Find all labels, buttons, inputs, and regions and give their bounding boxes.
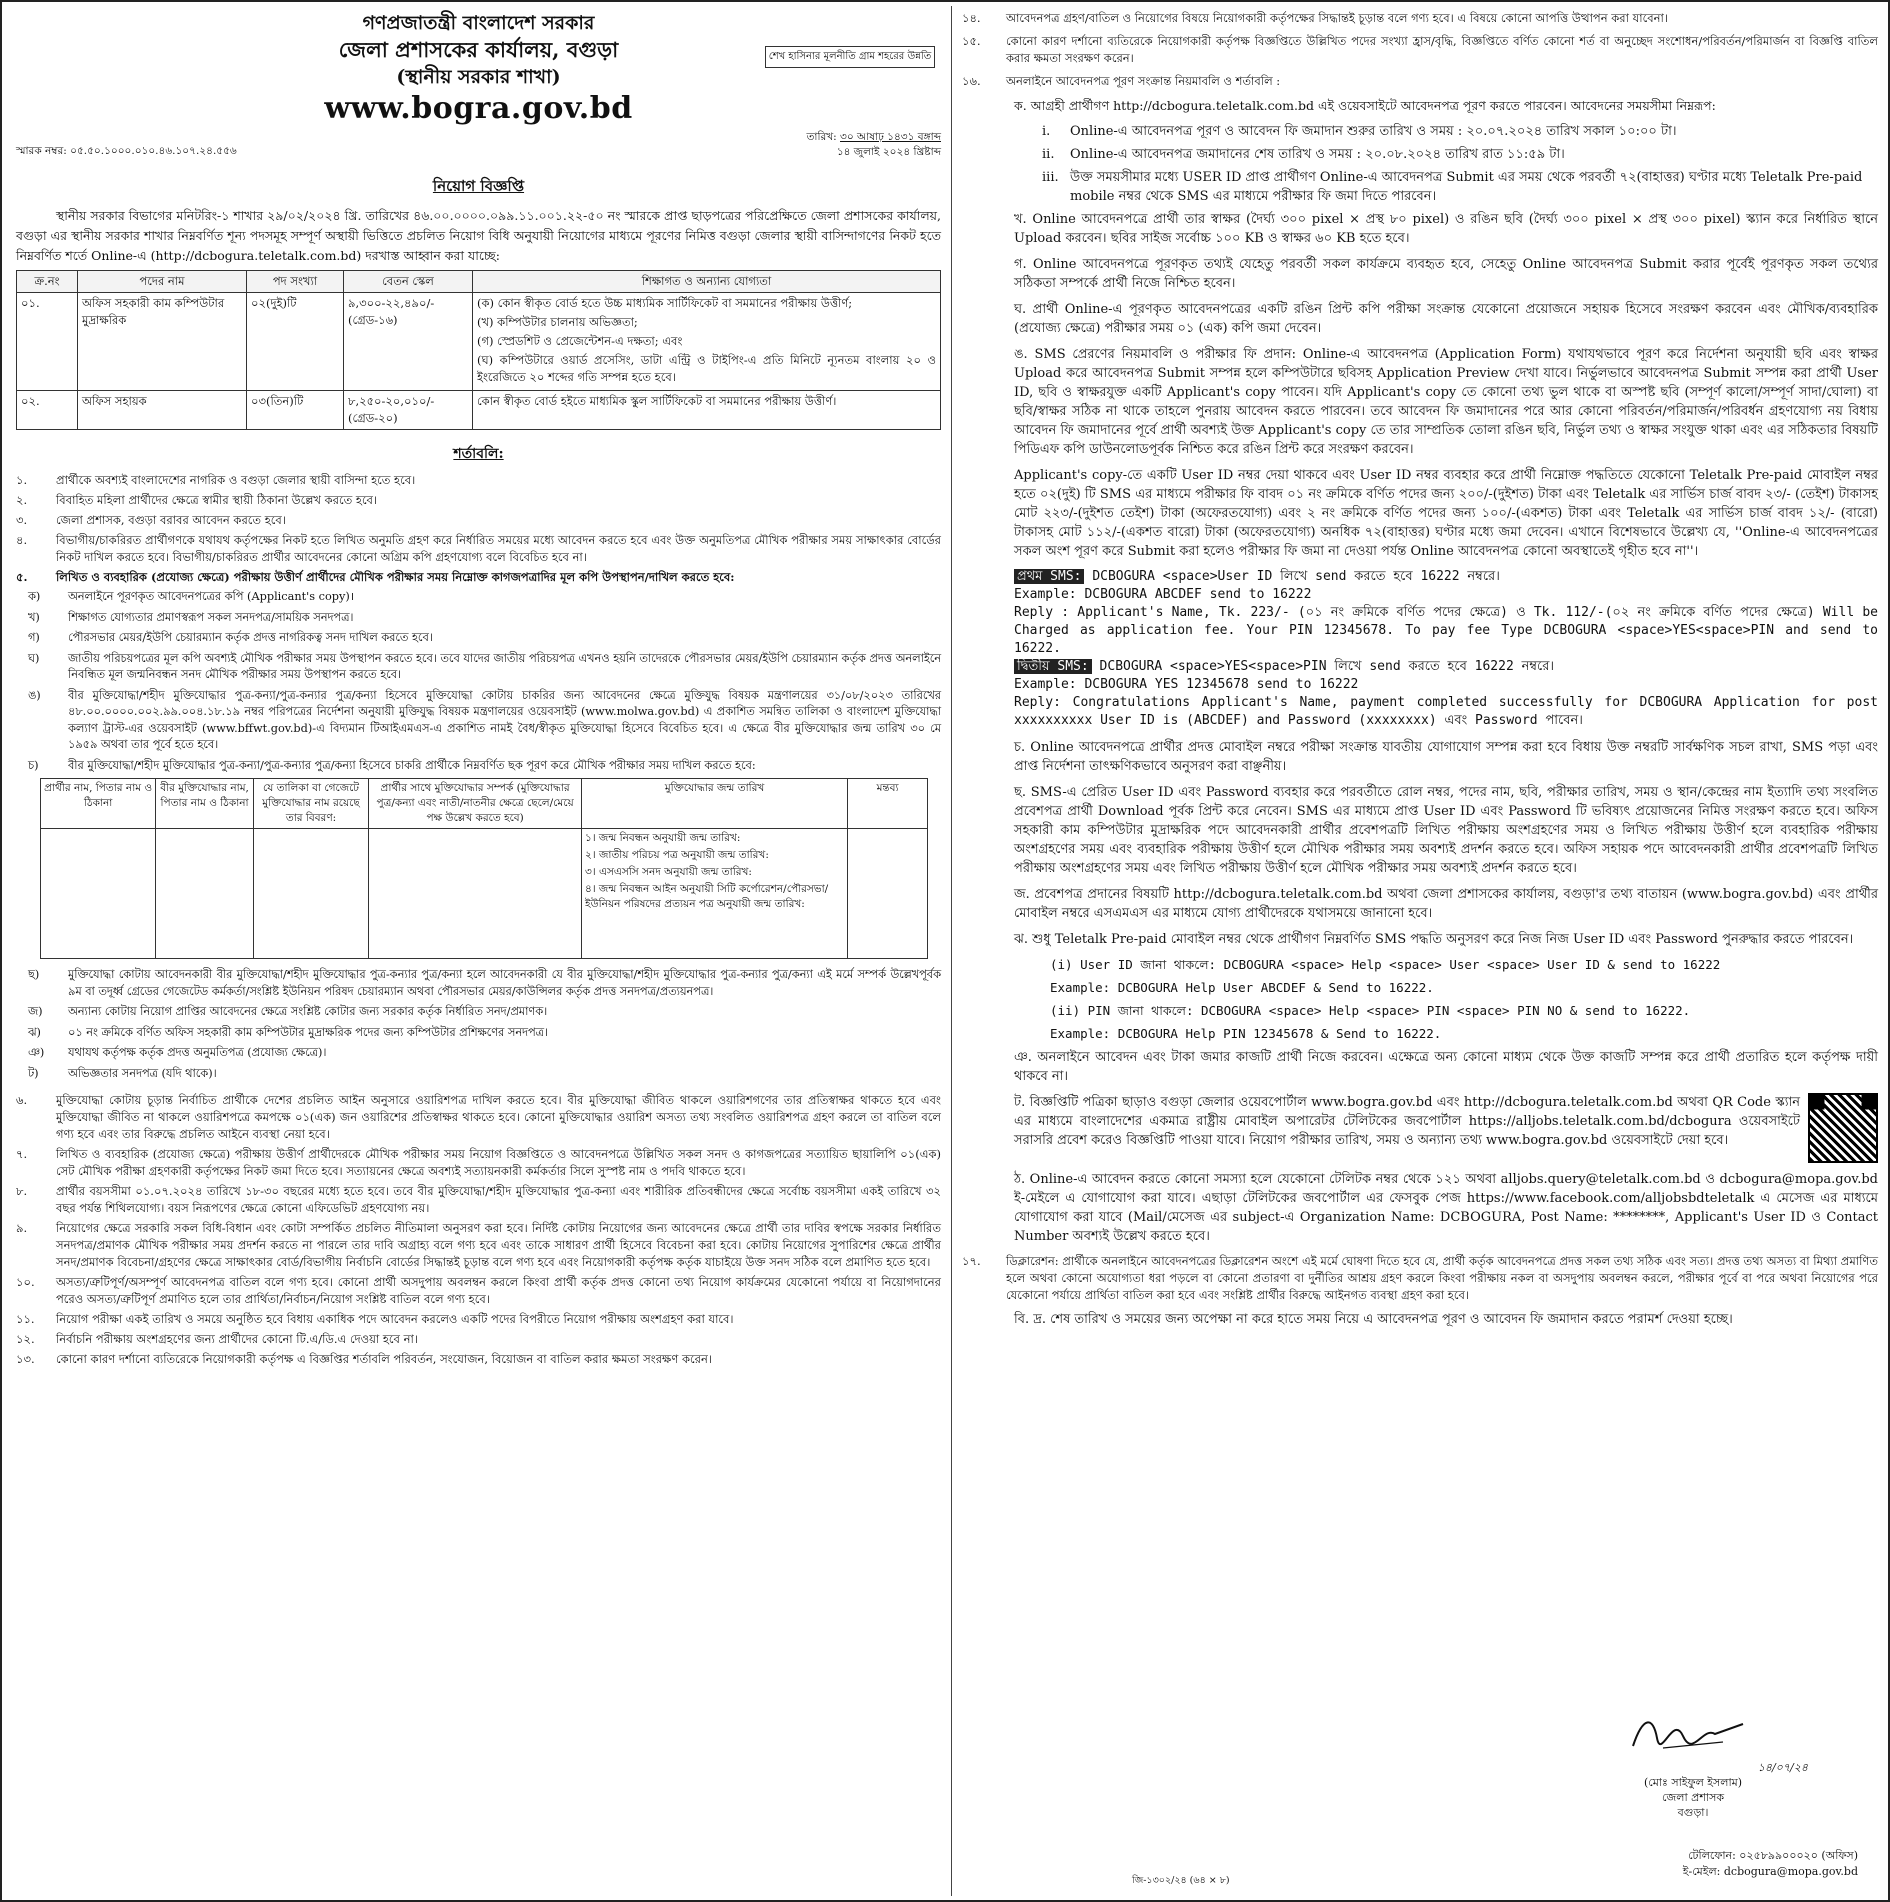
term-item [16, 1220, 941, 1271]
letterhead [16, 10, 941, 128]
notice-title: নিয়োগ বিজ্ঞপ্তি [432, 177, 525, 195]
clause-16-uma-fee: Applicant's copy-তে একটি User ID নম্বর দেয়া থাকবে এবং User ID নম্বর ব্যবহার করে প্রার্থী নিম্নোক্ত পদ্ধতিতে যেকোনো Teletalk Pre-paid মোবাইল নম্বর হতে ০২(দুই) টি SMS এর মাধ্যমে পরীক্ষার ফি বাবদ ০১ নং ক্রমিকে বর্ণিত পদের জন্য ২০০/-(দুইশত) টাকা এবং Teletalk এর সার্ভিস চার্জ বাবদ ২৩/- (তেইশ) টাকাসহ মোট ২২৩/-(দুইশত তেইশ) টাকা (অফেরতযোগ্য) এবং ২ নং ক্রমিকে বর্ণিত পদের জন্য ১০০/-(একশত) টাকা এবং Teletalk এর সার্ভিস চার্জ বাবদ ১২/- (বারো) টাকাসহ মোট ১১২/-(একশত বারো) টাকা (অফেরতযোগ্য) অনধিক ৭২(বাহাত্তর) ঘণ্টার মধ্যে জমা দেবেন। এখানে বিশেষভাবে উল্লেখ্য যে, ''Online-এ আবেদনপত্রের সকল অংশ পূরণ করে Submit করা হলেও পরীক্ষার ফি জমা না দেওয়া পর্যন্ত Online আবেদনপত্র কোনো অবস্থাতেই গৃহীত হবে না''। [1014, 468, 1878, 559]
dob-item: ৩। এসএসসি সনদ অনুযায়ী জন্ম তারিখ: [585, 866, 752, 878]
ff-cell [369, 829, 582, 959]
post-name: অফিস সহকারী কাম কম্পিউটার মুদ্রাক্ষরিক [78, 293, 247, 391]
clause-text: অসত্য/ত্রুটিপূর্ণ/অসম্পূর্ণ আবেদনপত্র বাতিল বলে গণ্য হবে। কোনো প্রার্থী অসদুপায় অবলম্বন করলে কিংবা প্রার্থী কর্তৃক প্রদত্ত কোনো তথ্য নিয়োগ কার্যক্রমের যেকোনো পর্যায়ে বা নিয়োগদানের পরেও অসত্য/ত্রুটিপূর্ণ প্রমাণিত হলে তার প্রার্থিতা/নির্বাচন/নিয়োগ সংশ্লিষ্ট বাতিল বলে গণ্য হবে। [56, 1275, 941, 1306]
clause-text: অনলাইনে পূরণকৃত আবেদনপত্রের কপি (Applicant's copy)। [68, 590, 355, 603]
term-item [962, 33, 1878, 67]
clause-16-tha: ঠ. Online-এ আবেদন করতে কোনো সমস্যা হলে যেকোনো টেলিটক নম্বর থেকে ১২১ অথবা alljobs.query@teletalk.com.bd ও dcbogura@mopa.gov.bd ই-মেইলে এ যোগাযোগ করা যাবে। এছাড়া টেলিটকের জবপোর্টাল এর ফেসবুক পেজ https://www.facebook.com/alljobsbdteletalk এ মেসেজ এর মাধ্যমে যোগাযোগ করা যাবে (Mail/মেসেজ এর subject-এ Organization Name: DCBOGURA, Post Name: ********, Applicant's User ID ও Contact Number অবশ্যই উল্লেখ করতে হবে। [1014, 1172, 1878, 1244]
sms-second-text: DCBOGURA <space>YES<space>PIN লিখে send করতে হবে 16222 নম্বরে। [1099, 659, 1555, 674]
print-code: জি-১৩০২/২৪ (৬৪ × ৮) [1132, 1875, 1230, 1886]
clause-number: ১২. [16, 1332, 35, 1346]
clause-text: বিবাহিত মহিলা প্রার্থীদের ক্ষেত্রে স্বামীর স্থায়ী ঠিকানা উল্লেখ করতে হবে। [56, 493, 378, 507]
term-subitem [28, 1045, 941, 1062]
ff-cell [253, 829, 368, 959]
clause-text: Online-এ আবেদনপত্র জমাদানের শেষ তারিখ ও সময় : ২০.০৮.২০২৪ তারিখ রাত ১১:৫৯ টা। [1070, 147, 1565, 162]
qualification-item: (ক) কোন স্বীকৃত বোর্ড হতে উচ্চ মাধ্যমিক সার্টিফিকেট বা সমমানের পরীক্ষায় উত্তীর্ণ; [477, 296, 853, 310]
term-subitem [28, 610, 941, 627]
term5-sublist-2 [16, 967, 941, 1082]
term-item [16, 1183, 941, 1217]
table-row [17, 293, 941, 391]
col-post-count: পদ সংখ্যা [247, 271, 344, 293]
contact-block [1683, 1848, 1858, 1880]
clause-text: নির্বাচনি পরীক্ষায় অংশগ্রহণের জন্য প্রার্থীদের কোনো টি.এ/ডি.এ দেওয়া হবে না। [56, 1332, 418, 1346]
term-item [962, 10, 1878, 27]
clause-number: ৩. [16, 513, 28, 527]
clause-number: ক) [28, 590, 41, 603]
clause-number: ঙ) [28, 688, 41, 702]
sms-first-reply: Reply : Applicant's Name, Tk. 223/- (০১ নং ক্রমিকে বর্ণিত পদের ক্ষেত্রে) ও Tk. 112/-(০২ নং ক্রমিকে বর্ণিত পদের ক্ষেত্রে) Will be Charged as application fee. Your PIN 12345678. To pay fee Type DCBOGURA <space>YES<space>PIN and send to 16222. [1014, 605, 1878, 656]
qr-code-icon [1808, 1093, 1878, 1163]
term-item [16, 1331, 941, 1348]
signatory-designation: জেলা প্রশাসক [1661, 1791, 1725, 1804]
clause-number: খ) [28, 610, 40, 624]
date-label: তারিখ: [806, 131, 837, 143]
clause-text: বীর মুক্তিযোদ্ধা/শহীদ মুক্তিযোদ্ধার পুত্র-কন্যা/পুত্র-কন্যার পুত্র/কন্যা হিসেবে চাকরি প্রার্থীকে নিম্নবর্ণিত ছক পূরণ করে মৌখিক পরীক্ষার সময় দাখিল করতে হবে: [68, 758, 756, 772]
term-item [16, 492, 941, 509]
deadline-item [1042, 145, 1878, 164]
sms-second-reply: Reply: Congratulations Applicant's Name, payment completed successfully for DCBOGURA Application for post xxxxxxxxxx User ID is (ABCDEF) and Password (xxxxxxxx) এবং Password পাবেন। [1014, 695, 1878, 728]
clause-number: ১১. [16, 1312, 35, 1326]
clause-number: ঝ) [28, 1025, 41, 1039]
clause-text: নিয়োগের ক্ষেত্রে সরকারি সকল বিধি-বিধান এবং কোটা সম্পর্কিত প্রচলিত নীতিমালা অনুসরণ করা হবে। নির্দিষ্ট কোটায় নিয়োগের জন্য আবেদনের ক্ষেত্রে প্রার্থী তার দাবির স্বপক্ষে সরকার নির্ধারিত সনদপত্র/প্রমাণক মৌখিক পরীক্ষার সময় প্রদর্শন করতে না পারলে তার দাবি অগ্রাহ্য বলে গণ্য হবে এবং তাকে সাধারণ প্রার্থী হিসেবে বিবেচনা করা হবে। কোটায় নিয়োগের সুপারিশের ক্ষেত্রে প্রার্থীর সনদ/প্রমাণক বিবেচনা/গ্রহণের ক্ষেত্রে সাক্ষাৎকার বোর্ড/বিভাগীয় নির্বাচনি বোর্ডের সিদ্ধান্তই চূড়ান্ত বলে গণ্য হবে এবং নিয়োগকারী কর্তৃপক্ষ কর্তৃক যাচাইয়ে উক্ত সনদ সঠিক বলে প্রমাণিত হতে হবে। [56, 1221, 941, 1269]
memo-number: স্মারক নম্বর: ০৫.৫০.১০০০.০১০.৪৬.১০৭.২৪.৫৫৬ [16, 145, 237, 157]
clause-16-jha: ঝ. শুধু Teletalk Pre-paid মোবাইল নম্বর থেকে প্রার্থীগণ নিম্নবর্ণিত SMS পদ্ধতি অনুসরণ করে নিজ নিজ User ID এবং Password পুনরুদ্ধার করতে পারবেন। [1014, 932, 1854, 947]
clause-text: প্রার্থীকে অবশ্যই বাংলাদেশের নাগরিক ও বগুড়া জেলার স্থায়ী বাসিন্দা হতে হবে। [56, 473, 416, 487]
signatory-name: (মোঃ সাইফুল ইসলাম) [1643, 1776, 1743, 1789]
ff-cell [848, 829, 928, 959]
term-item [16, 1274, 941, 1308]
clause-text: বিভাগীয়/চাকরিরত প্রার্থীগণকে যথাযথ কর্তৃপক্ষের নিকট হতে লিখিত অনুমতি গ্রহণ করে নির্ধারিত সময়ের মধ্যে আবেদন করতে হবে এবং উক্ত অনুমতিপত্র মৌখিক পরীক্ষার সময় সাক্ষাৎকার বোর্ডের নিকট দাখিল করতে হবে। বিভাগীয়/চাকরিরত প্রার্থীর আবেদনের কোনো অগ্রিম কপি গ্রহণযোগ্য বলে বিবেচিত হবে না। [56, 533, 941, 564]
sms-second-example: Example: DCBOGURA YES 12345678 send to 16222 [1014, 677, 1359, 692]
left-column [16, 10, 941, 1371]
post-count: ০২(দুই)টি [247, 293, 344, 391]
clause-text: অন্যান্য কোটায় নিয়োগ প্রাপ্তির আবেদনের ক্ষেত্রে সংশ্লিষ্ট কোটার জন্য সরকার কর্তৃক নির্ধারিত সনদ/প্রমাণক। [68, 1005, 548, 1018]
signature-date: ১৪/০৭/২৪ [1757, 1761, 1808, 1774]
term-subitem [28, 1025, 941, 1042]
clause-16-nya: ঞ. অনলাইনে আবেদন এবং টাকা জমার কাজটি প্রার্থী নিজে করবেন। এক্ষেত্রে অন্য কোনো মাধ্যম থেকে উক্ত কাজটি সম্পন্ন করে প্রার্থী প্রতারিত হলে কর্তৃপক্ষ দায়ী থাকবে না। [1014, 1050, 1878, 1084]
clause-number: ৯. [16, 1221, 28, 1235]
dob-item: ৪। জন্ম নিবন্ধন আইন অনুযায়ী সিটি কর্পোরেশন/পৌরসভা/ইউনিয়ন পরিষদের প্রত্যয়ন পত্র অনুযায়ী জন্ম তারিখ: [585, 883, 829, 910]
qualification-item: কোন স্বীকৃত বোর্ড হইতে মাধ্যমিক স্কুল সার্টিফিকেট বা সমমানের পরীক্ষায় উত্তীর্ণ। [477, 394, 837, 408]
clause-text: প্রার্থীর বয়সসীমা ০১.০৭.২০২৪ তারিখে ১৮-৩০ বছরের মধ্যে হতে হবে। তবে বীর মুক্তিযোদ্ধা/শহীদ মুক্তিযোদ্ধার পুত্র-কন্যা এবং শারীরিক প্রতিবন্ধীদের ক্ষেত্রে সর্বোচ্চ বয়সসীমা একই তারিখে ৩২ বছর পর্যন্ত শিথিলযোগ্য। বয়স নিরূপণের ক্ষেত্রে কোনো এফিডেভিট গ্রহণযোগ্য নয়। [56, 1184, 941, 1215]
clause-number: ঘ) [28, 651, 40, 665]
ff-cell [156, 829, 254, 959]
col-pay-scale: বেতন স্কেল [344, 271, 473, 293]
clause-text: নিয়োগ পরীক্ষা একই তারিখ ও সময়ে অনুষ্ঠিত হবে বিধায় একাধিক পদে আবেদন করলেও একটি পদের বিপরীতে নিয়োগ পরীক্ষায় অংশগ্রহণ করা যাবে। [56, 1312, 734, 1326]
date-english: ১৪ জুলাই ২০২৪ খ্রিষ্টাব্দ [836, 146, 941, 158]
clause-text: জাতীয় পরিচয়পত্রের মূল কপি অবশ্যই মৌখিক পরীক্ষার সময় উপস্থাপন করতে হবে। তবে যাদের জাতীয় পরিচয়পত্র এখনও হয়নি তাদেরকে পৌরসভার মেয়র/ইউপি চেয়ারম্যান কর্তৃক প্রদত্ত অনলাইনে নিবন্ধিত মূল জন্মনিবন্ধন সনদ মৌখিক পরীক্ষার সময় উপস্থাপন করতে হবে। [68, 651, 941, 681]
clause-16-kha: খ. Online আবেদনপত্রে প্রার্থী তার স্বাক্ষর (দৈর্ঘ্য ৩০০ pixel × প্রস্থ ৮০ pixel) ও রঙিন ছবি (দৈর্ঘ্য ৩০০ pixel × প্রস্থ ৩০০ pixel) স্ক্যান করে নির্ধারিত স্থানে Upload করবেন। ছবির সাইজ সর্বোচ্চ ১০০ KB ও স্বাক্ষর ৬০ KB হতে হবে। [1014, 212, 1878, 246]
term5-sublist [16, 589, 941, 774]
deadline-item [1042, 168, 1878, 206]
clause-16-ja: জ. প্রবেশপত্র প্রদানের বিষয়টি http://dcbogura.teletalk.com.bd অথবা জেলা প্রশাসকের কার্যালয়, বগুড়া'র তথ্য বাতায়ন (www.bogra.gov.bd) এবং প্রার্থীর মোবাইল নম্বরে এসএমএস এর মাধ্যমে যোগ্য প্রার্থীদেরকে যথাসময়ে জানানো হবে। [1014, 887, 1878, 921]
clause-16-ka: ক. আগ্রহী প্রার্থীগণ http://dcbogura.teletalk.com.bd এই ওয়েবসাইটে আবেদনপত্র পূরণ করতে পারবেন। আবেদনের সময়সীমা নিম্নরূপ: [1014, 98, 1716, 113]
clause-number: ২. [16, 493, 28, 507]
ff-table-row [41, 829, 928, 959]
term-item [16, 512, 941, 529]
office-email: ই-মেইল: dcbogura@mopa.gov.bd [1682, 1865, 1858, 1878]
dob-item: ২। জাতীয় পরিচয় পত্র অনুযায়ী জন্ম তারিখ: [585, 849, 769, 861]
office-phone: টেলিফোন: ০২৫৮৯৯০০০২০ (অফিস) [1688, 1849, 1858, 1862]
clause-16-chha: ছ. SMS-এ প্রেরিত User ID এবং Password ব্যবহার করে পরবর্তীতে রোল নম্বর, পদের নাম, ছবি, পরীক্ষার তারিখ, সময় ও স্থান/কেন্দ্রের নাম ইত্যাদি তথ্য সংবলিত প্রবেশপত্র প্রার্থী Download পূর্বক প্রিন্ট করে নেবেন। SMS এর মাধ্যমে প্রাপ্ত User ID এবং Password টি ভবিষ্যৎ প্রয়োজনের নিমিত্ত সংরক্ষণ করতে হবে। অফিস সহকারী কাম কম্পিউটার মুদ্রাক্ষরিক পদে আবেদনকারী প্রার্থীর প্রবেশপত্রটি লিখিত পরীক্ষায় অংশগ্রহণের সময় ও লিখিত পরীক্ষায় উত্তীর্ণ হলে ব্যবহারিক পরীক্ষায় অংশগ্রহণের সময় এবং ব্যবহারিক পরীক্ষায় উত্তীর্ণ হলে মৌখিক পরীক্ষার সময় অবশ্যই প্রদর্শন করতে হবে। অফিস সহায়ক পদে আবেদনকারী প্রার্থীর প্রবেশপত্রটি লিখিত পরীক্ষায় অংশগ্রহণের সময় এবং লিখিত পরীক্ষায় উত্তীর্ণ হলে মৌখিক পরীক্ষার সময় অবশ্যই প্রদর্শন করতে হবে। [1014, 785, 1878, 876]
clause-number: ৬. [16, 1093, 28, 1107]
right-column [962, 10, 1878, 1336]
term-subitem [28, 630, 941, 647]
freedom-fighter-table [40, 778, 928, 959]
post-scale: ৮,২৫০-২০,০১০/- (গ্রেড-২০) [344, 391, 473, 430]
clause-number: ১৭. [962, 1254, 981, 1268]
clause-number: ৫. [16, 570, 28, 584]
motto-box: শেখ হাসিনার মূলনীতি গ্রাম শহরের উন্নতি [765, 46, 935, 68]
terms-list-b [16, 1092, 941, 1368]
ff-col-fighter: বীর মুক্তিযোদ্ধার নাম, পিতার নাম ও ঠিকানা [156, 779, 254, 829]
clause-number: iii. [1042, 170, 1059, 185]
clause-number: ট) [28, 1066, 39, 1080]
sms-first-text: DCBOGURA <space>User ID লিখে send করতে হবে 16222 নম্বরে। [1092, 569, 1500, 584]
memo-row [16, 130, 941, 161]
post-qualifications [473, 293, 941, 391]
sms-first [1014, 568, 1878, 658]
clause-text: উক্ত সময়সীমার মধ্যে USER ID প্রাপ্ত প্রার্থীগণ Online-এ আবেদনপত্র Submit এর সময় থেকে পরবর্তী ৭২(বাহাত্তর) ঘণ্টার মধ্যে Teletalk Pre-paid mobile নম্বর থেকে SMS এর মাধ্যমে পরীক্ষার ফি জমা দিতে পারবেন। [1070, 170, 1863, 204]
post-qualifications [473, 391, 941, 430]
table-row [17, 391, 941, 430]
clause-text: কোনো কারণ দর্শানো ব্যতিরেকে নিয়োগকারী কর্তৃপক্ষ বিজ্ঞপ্তিতে উল্লিখিত পদের সংখ্যা হ্রাস/বৃদ্ধি, বিজ্ঞপ্তিতে বর্ণিত কোনো শর্ত বা অনুচ্ছেদ সংশোধন/পরিবর্তন/পরিমার্জন বা বিজ্ঞপ্তি বাতিল করার ক্ষমতা সংরক্ষণ করেন। [1006, 34, 1878, 65]
dob-item: ১। জন্ম নিবন্ধন অনুযায়ী জন্ম তারিখ: [585, 832, 741, 844]
clause-number: ১৫. [962, 34, 981, 48]
term-item [16, 472, 941, 489]
govt-title: গণপ্রজাতন্ত্রী বাংলাদেশ সরকার [362, 12, 595, 34]
term-item [16, 1351, 941, 1368]
clause-number: ১৬. [962, 74, 981, 88]
sms-second [1014, 658, 1878, 730]
intro-paragraph: স্থানীয় সরকার বিভাগের মনিটরিং-১ শাখার ২৯/০২/২০২৪ খ্রি. তারিখের ৪৬.০০.০০০০.০৯৯.১১.০০১.২২-৫০ নং স্মারকে প্রাপ্ত ছাড়পত্রের পরিপ্রেক্ষিতে জেলা প্রশাসকের কার্যালয়, বগুড়া এর স্থানীয় সরকার শাখার নিম্নবর্ণিত শূন্য পদসমূহ সম্পূর্ণ অস্থায়ী ভিত্তিতে প্রচলিত নিয়োগ বিধি অনুযায়ী নিয়োগের মাধ্যমে পূরণের নিমিত্ত বগুড়া জেলার স্থায়ী বাসিন্দাগণের নিকট হতে নিম্নবর্ণিত শর্তে Online-এ (http://dcbogura.teletalk.com.bd) দরখাস্ত আহ্বান করা যাচ্ছে: [16, 208, 941, 263]
clause-17 [962, 1253, 1878, 1304]
clause-number: ছ) [28, 968, 40, 981]
col-post-name: পদের নাম [78, 271, 247, 293]
terms-list-c [962, 10, 1878, 90]
sms-first-example: Example: DCBOGURA ABCDEF send to 16222 [1014, 587, 1312, 602]
clause-number: i. [1042, 124, 1051, 139]
clause-16-ga: গ. Online আবেদনপত্রে পূরণকৃত তথ্যই যেহেতু পরবর্তী সকল কার্যক্রমে ব্যবহৃত হবে, সেহেতু Online আবেদনপত্র Submit করার পূর্বেই পূরণকৃত সকল তথ্যের সঠিকতা সম্পর্কে প্রার্থী নিজে নিশ্চিত হবেন। [1014, 257, 1878, 291]
clause-number: ৮. [16, 1184, 28, 1198]
clause-16-ta: ট. বিজ্ঞপ্তিটি পত্রিকা ছাড়াও বগুড়া জেলার ওয়েবপোর্টাল www.bogra.gov.bd এবং http://dcbogura.teletalk.com.bd অথবা QR Code স্ক্যান এর মাধ্যমে বাংলাদেশের একমাত্র রাষ্ট্রীয় মোবাইল অপারেটর টেলিটকের জবপোর্টাল https://alljobs.teletalk.com.bd/dcbogura ওয়েবসাইটে সরাসরি প্রবেশ করেও বিজ্ঞপ্তিটি পাওয়া যাবে। নিয়োগ পরীক্ষার তারিখ, সময় ও অন্যান্য তথ্য www.bogra.gov.bd ওয়েবসাইটে দেয়া হবে। [1014, 1093, 1878, 1163]
recover-pin-example: Example: DCBOGURA Help PIN 12345678 & Send to 16222. [1050, 1026, 1442, 1041]
website: www.bogra.gov.bd [324, 91, 633, 126]
post-name: অফিস সহায়ক [78, 391, 247, 430]
term-subitem [28, 1066, 941, 1083]
term-subitem [28, 758, 941, 775]
post-serial: ০১. [17, 293, 78, 391]
ff-col-relation: প্রার্থীর সাথে মুক্তিযোদ্ধার সম্পর্ক (মুক্তিযোদ্ধার পুত্র/কন্যা এবং নাতী/নাতনীর ক্ষেত্রে ছেলে/মেয়ে পক্ষ উল্লেখ করতে হবে) [369, 779, 582, 829]
branch-title: (স্থানীয় সরকার শাখা) [396, 66, 561, 88]
clause-16-uma: ঙ. SMS প্রেরণের নিয়মাবলি ও পরীক্ষার ফি প্রদান: Online-এ আবেদনপত্র (Application Form) যথাযথভাবে পূরণ করে নির্দেশনা অনুযায়ী ছবি এবং স্বাক্ষর Upload করে আবেদনপত্র Submit সম্পন্ন হলে কম্পিউটারে ছবিসহ Application Preview দেখা যাবে। নির্ভুলভাবে আবেদনপত্র Submit সম্পন্ন করা প্রার্থী User ID, ছবি ও স্বাক্ষরযুক্ত একটি Applicant's copy পাবেন। যদি Applicant's copy তে কোনো তথ্য ভুল থাকে বা অস্পষ্ট ছবি (সম্পূর্ণ কালো/সম্পূর্ণ সাদা/ঘোলা) বা ছবি/স্বাক্ষর সঠিক না থাকে তাহলে পুনরায় আবেদন করতে পারবেন। তবে আবেদন ফি জমাদানের পরে আর কোনো পরিবর্তন/পরিমার্জন/পরিবর্ধন গ্রহণযোগ্য নয় বিধায় আবেদন ফি জমাদানের পূর্বে প্রার্থী অবশ্যই উক্ত Applicant's copy তে তার সাম্প্রতিক তোলা রঙিন ছবি, নির্ভুল তথ্য ও স্বাক্ষর সংযুক্ত থাকা এবং এর সঠিকতার বিষয়টি পিডিএফ কপি ডাউনলোডপূর্বক নিশ্চিত করে রঙিন প্রিন্ট করে সংরক্ষণ করবেন। [1014, 347, 1878, 457]
date-block [807, 130, 941, 161]
clause-text: কোনো কারণ দর্শানো ব্যতিরেকে নিয়োগকারী কর্তৃপক্ষ এ বিজ্ঞপ্তির শর্তাবলি পরিবর্তন, সংযোজন, বিয়োজন বা বাতিল করার ক্ষমতা সংরক্ষণ করেন। [56, 1352, 712, 1366]
term-subitem [28, 1004, 941, 1021]
clause-text: যথাযথ কর্তৃপক্ষ কর্তৃক প্রদত্ত অনুমতিপত্র (প্রযোজ্য ক্ষেত্রে)। [68, 1046, 327, 1059]
terms-title: শর্তাবলি: [453, 446, 504, 462]
sms-second-tag: দ্বিতীয় SMS: [1014, 659, 1092, 674]
deadline-item [1042, 122, 1878, 141]
term-subitem [28, 651, 941, 684]
clause-text: জেলা প্রশাসক, বগুড়া বরাবর আবেদন করতে হবে। [56, 513, 286, 527]
post-serial: ০২. [17, 391, 78, 430]
signature-mark [1623, 1706, 1763, 1754]
term-item [962, 73, 1878, 90]
qualification-item: (ঘ) কম্পিউটারে ওয়ার্ড প্রসেসিং, ডাটা এন্ট্রি ও টাইপিং-এ প্রতি মিনিটে ন্যূনতম বাংলায় ২০ ও ইংরেজিতে ২০ শব্দের গতি সম্পন্ন হতে হবে। [477, 353, 936, 384]
clause-number: ১৩. [16, 1352, 35, 1366]
clause-text: আবেদনপত্র গ্রহণ/বাতিল ও নিয়োগের বিষয়ে নিয়োগকারী কর্তৃপক্ষের সিদ্ধান্তই চূড়ান্ত বলে গণ্য হবে। এ বিষয়ে কোনো আপত্তি উত্থাপন করা যাবেনা। [1006, 11, 1668, 25]
clause-16-gha: ঘ. প্রার্থী Online-এ পূরণকৃত আবেদনপত্রের একটি রঙিন প্রিন্ট কপি পরীক্ষা সংক্রান্ত যেকোনো প্রয়োজনে সহায়ক হিসেবে সংরক্ষণ করবেন এবং মৌখিক/ব্যবহারিক (প্রযোজ্য ক্ষেত্রে) পরীক্ষার সময় ০১ (এক) কপি জমা দেবেন। [1014, 302, 1878, 336]
clause-text: Online-এ আবেদনপত্র পূরণ ও আবেদন ফি জমাদান শুরুর তারিখ ও সময় : ২০.০৭.২০২৪ তারিখ সকাল ১০:০০ টা। [1070, 124, 1677, 139]
column-divider [951, 6, 952, 1896]
term-subitem [28, 967, 941, 1000]
term-subitem [28, 589, 941, 606]
col-serial: ক্র.নং [17, 271, 78, 293]
clause-number: ১০. [16, 1275, 35, 1289]
clause-16-cha: চ. Online আবেদনপত্রে প্রার্থীর প্রদত্ত মোবাইল নম্বরে পরীক্ষা সংক্রান্ত যাবতীয় যোগাযোগ সম্পন্ন করা হবে বিধায় উক্ত নম্বরটি সার্বক্ষণিক সচল রাখা, SMS পড়া এবং প্রাপ্ত নির্দেশনা তাৎক্ষণিকভাবে অনুসরণ করা বাঞ্ছনীয়। [1014, 740, 1878, 774]
recover-pin: (ii) PIN জানা থাকলে: DCBOGURA <space> Help <space> PIN <space> PIN NO & send to 16222. [1050, 1003, 1691, 1018]
recover-user-id-example: Example: DCBOGURA Help User ABCDEF & Send to 16222. [1050, 980, 1434, 995]
posts-table [16, 270, 941, 430]
clause-text: অনলাইনে আবেদনপত্র পূরণ সংক্রান্ত নিয়মাবলি ও শর্তাবলি : [1006, 74, 1281, 88]
clause-number: ঞ) [28, 1046, 45, 1059]
office-title: জেলা প্রশাসকের কার্যালয়, বগুড়া [338, 37, 619, 62]
term-item [16, 532, 941, 566]
ff-cell [41, 829, 156, 959]
clause-text: অভিজ্ঞতার সনদপত্র (যদি থাকে)। [68, 1066, 217, 1080]
recover-user-id: (i) User ID জানা থাকলে: DCBOGURA <space> Help <space> User <space> User ID & send to 16222 [1050, 957, 1721, 972]
ff-col-remarks: মন্তব্য [848, 779, 928, 829]
terms-list-a [16, 472, 941, 586]
clause-text: ডিক্লারেশন: প্রার্থীকে অনলাইনে আবেদনপত্রের ডিক্লারেশন অংশে এই মর্মে ঘোষণা দিতে হবে যে, প্রার্থী কর্তৃক আবেদনপত্রে প্রদত্ত সকল তথ্য সঠিক এবং সত্য। প্রদত্ত তথ্য অসত্য বা মিথ্যা প্রমাণিত হলে অথবা কোনো অযোগ্যতা ধরা পড়লে বা কোনো প্রতারণা বা দুর্নীতির আশ্রয় গ্রহণ করলে কিংবা পরীক্ষায় নকল বা অসদুপায় অবলম্বন করলে, পরীক্ষার পূর্বে বা পরে অথবা নিয়োগের পরে যেকোনো পর্যায়ে প্রার্থিতা বাতিল করা হবে এবং সংশ্লিষ্ট প্রার্থীর বিরুদ্ধে আইনগত ব্যবস্থা গ্রহণ করা হবে। [1006, 1254, 1878, 1302]
term-item [16, 1092, 941, 1143]
ff-table-header [41, 779, 928, 829]
signatory-district: বগুড়া। [1677, 1806, 1709, 1819]
qualification-item: (খ) কম্পিউটার চালনায় অভিজ্ঞতা; [477, 315, 638, 329]
nota-bene: বি. দ্র. শেষ তারিখ ও সময়ের জন্য অপেক্ষা না করে হাতে সময় নিয়ে এ আবেদনপত্র পূরণ ও আবেদন ফি জমাদান করতে পরামর্শ দেওয়া হচ্ছে। [1014, 1312, 1733, 1327]
term-subitem [28, 688, 941, 754]
clause-number: ৭. [16, 1147, 28, 1161]
clause-text: শিক্ষাগত যোগ্যতার প্রমাণস্বরূপ সকল সনদপত্র/সাময়িক সনদপত্র। [68, 610, 354, 624]
sms-first-tag: প্রথম SMS: [1014, 569, 1084, 584]
clause-text: ০১ নং ক্রমিকে বর্ণিত অফিস সহকারী কাম কম্পিউটার মুদ্রাক্ষরিক পদের জন্য কম্পিউটার প্রশিক্ষণের সনদপত্র। [68, 1025, 549, 1039]
date-bangla: ৩০ আষাঢ় ১৪৩১ বঙ্গাব্দ [840, 131, 941, 143]
col-qualification: শিক্ষাগত ও অন্যান্য যোগ্যতা [473, 271, 941, 293]
clause-text: লিখিত ও ব্যবহারিক (প্রযোজ্য ক্ষেত্রে) পরীক্ষায় উত্তীর্ণ প্রার্থীদের মৌখিক পরীক্ষার সময় নিম্নোক্ত কাগজপত্রাদির মূল কপি উপস্থাপন/দাখিল করতে হবে: [56, 570, 735, 584]
clause-text: বীর মুক্তিযোদ্ধা/শহীদ মুক্তিযোদ্ধার পুত্র-কন্যা/পুত্র-কন্যার পুত্র/কন্যা হিসেবে মুক্তিযোদ্ধা কোটায় চাকরির জন্য আবেদনের ক্ষেত্রে মুক্তিযুদ্ধ বিষয়ক মন্ত্রণালয়ের ৩১/০৮/২০২৩ তারিখের ৪৮.০০.০০০০.০০২.৯৯.০০৪.১৮.১৯ নম্বর পরিপত্রের নির্দেশনা অনুযায়ী মুক্তিযুদ্ধ বিষয়ক মন্ত্রণালয়ের ওয়েবসাইট (www.molwa.gov.bd) এ প্রকাশিত সমন্বিত তালিকা ও বাংলাদেশ মুক্তিযোদ্ধা কল্যাণ ট্রাস্ট-এর ওয়েবসাইট (www.bffwt.gov.bd)-এ বিদ্যমান টিআইএমএস-এ প্রকাশিত নামই বৈধ/স্বীকৃত মুক্তিযোদ্ধা হিসেবে বিবেচিত হবে। এ ক্ষেত্রে বীর মুক্তিযোদ্ধার জন্ম তারিখ ৩০ মে ১৯৫৯ অথবা তার পূর্বে হতে হবে। [68, 688, 941, 751]
ff-dob-list [582, 829, 848, 959]
clause-text: মুক্তিযোদ্ধা কোটায় আবেদনকারী বীর মুক্তিযোদ্ধা/শহীদ মুক্তিযোদ্ধার পুত্র-কন্যার পুত্র/কন্যা হলে আবেদনকারী যে বীর মুক্তিযোদ্ধা/শহীদ মুক্তিযোদ্ধার পুত্র-কন্যার পুত্র/কন্যা এই মর্মে সম্পর্ক উল্লেখপূর্বক ৯ম বা তদূর্ধ্ব গ্রেডের গেজেটেড কর্মকর্তা/সংশ্লিষ্ট ইউনিয়ন পরিষদ চেয়ারম্যান অথবা পৌরসভার মেয়র/কাউন্সিলর কর্তৃক প্রদত্ত সনদপত্র/প্রত্যয়নপত্র। [68, 968, 941, 998]
clause-number: জ) [28, 1005, 43, 1018]
ff-col-applicant: প্রার্থীর নাম, পিতার নাম ও ঠিকানা [41, 779, 156, 829]
deadline-list [962, 122, 1878, 206]
clause-number: ১. [16, 473, 28, 487]
term-item [16, 1311, 941, 1328]
term-item [16, 1146, 941, 1180]
clause-number: ১৪. [962, 11, 981, 25]
ff-col-dob: মুক্তিযোদ্ধার জন্ম তারিখ [582, 779, 848, 829]
clause-text: পৌরসভার মেয়র/ইউপি চেয়ারম্যান কর্তৃক প্রদত্ত নাগরিকত্ব সনদ দাখিল করতে হবে। [68, 631, 433, 644]
term-item [16, 569, 941, 586]
clause-number: গ) [28, 631, 40, 644]
qualification-item: (গ) স্প্রেডশিট ও প্রেজেন্টেশন-এ দক্ষতা; এবং [477, 334, 683, 348]
posts-table-header [17, 271, 941, 293]
clause-number: ii. [1042, 147, 1055, 162]
clause-text: মুক্তিযোদ্ধা কোটায় চূড়ান্ত নির্বাচিত প্রার্থীকে দেশের প্রচলিত আইন অনুসারে ওয়ারিশপত্র দাখিল করতে হবে। বীর মুক্তিযোদ্ধা জীবিত থাকলে ওয়ারিশগণের তার প্রতিস্বাক্ষর থাকতে হবে এবং মুক্তিযোদ্ধা জীবিত না থাকলে ওয়ারিশপত্রে কমপক্ষে ০১(এক) জন ওয়ারিশের প্রতিস্বাক্ষর থাকতে হবে। কোনো মুক্তিযোদ্ধার ওয়ারিশ অসত্য তথ্য সংবলিত ওয়ারিশপত্র গ্রহণ করলে তা বাতিল বলে গণ্য হবে এবং তার বিরুদ্ধে প্রচলিত আইনে ব্যবস্থা নেয়া হবে। [56, 1093, 941, 1141]
clause-number: চ) [28, 758, 39, 772]
post-scale: ৯,৩০০-২২,৪৯০/- (গ্রেড-১৬) [344, 293, 473, 391]
clause-number: ৪. [16, 533, 28, 547]
post-count: ০৩(তিন)টি [247, 391, 344, 430]
clause-text: লিখিত ও ব্যবহারিক (প্রযোজ্য ক্ষেত্রে) পরীক্ষায় উত্তীর্ণ প্রার্থীদেরকে মৌখিক পরীক্ষার সময় নিয়োগ বিজ্ঞপ্তিতে ও আবেদনপত্রে উল্লিখিত সকল সনদ ও কাগজপত্রের সত্যায়িত ছায়ালিপি ০১(এক) সেট মৌখিক পরীক্ষা গ্রহণকারী কর্তৃপক্ষের নিকট জমা দিতে হবে। সত্যায়নের ক্ষেত্রে অবশ্যই সত্যায়নকারী কর্মকর্তার সিলে সুস্পষ্ট নাম ও পদবি থাকতে হবে। [56, 1147, 941, 1178]
ff-col-gazette: যে তালিকা বা গেজেটে মুক্তিযোদ্ধার নাম রয়েছে তার বিবরণ: [253, 779, 368, 829]
signature-block [1578, 1706, 1808, 1820]
